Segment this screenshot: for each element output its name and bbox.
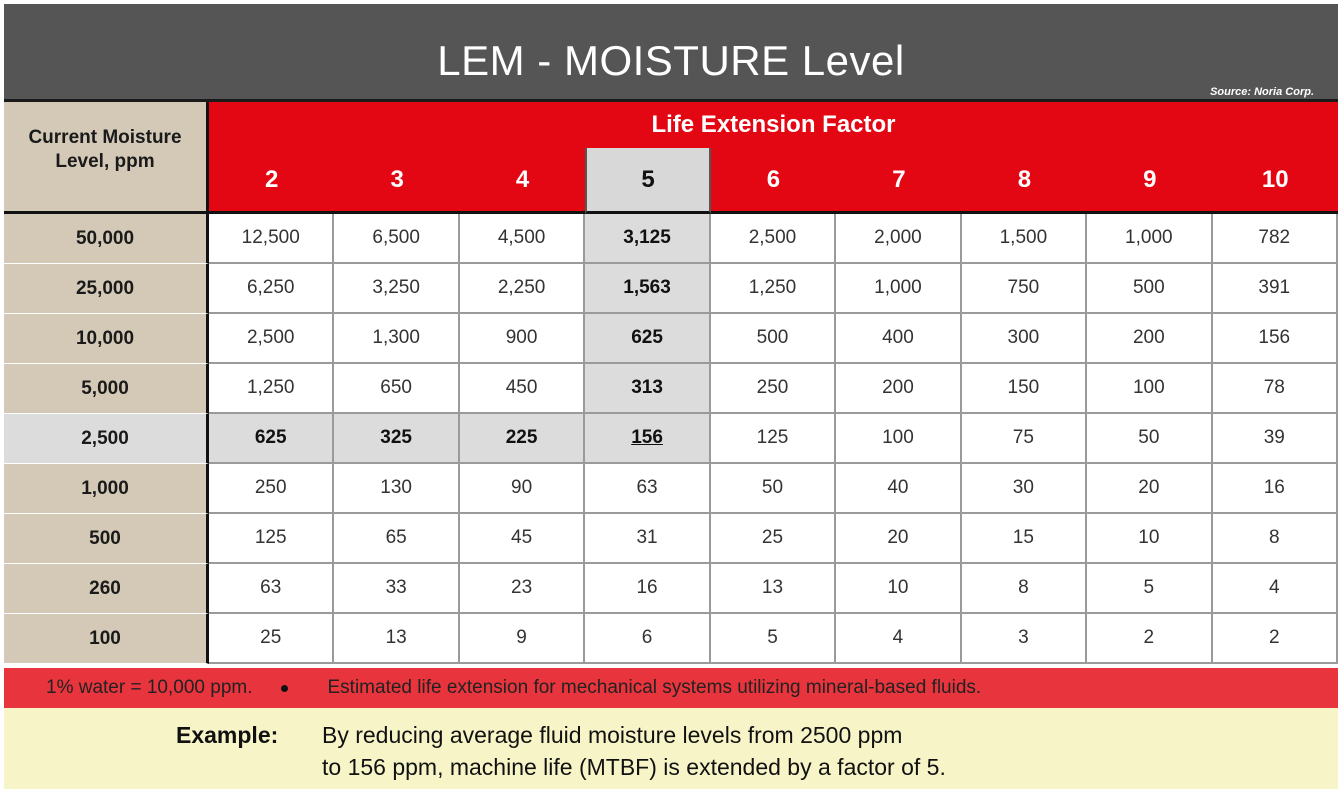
column-header-5: 5 — [585, 148, 710, 214]
table-cell: 6,500 — [334, 214, 459, 264]
table-cell: 63 — [585, 464, 710, 514]
example-line-2: to 156 ppm, machine life (MTBF) is extended by a factor of 5. — [322, 754, 946, 780]
table-cell: 3,125 — [585, 214, 710, 264]
table-cell: 625 — [209, 414, 334, 464]
table-cell: 78 — [1213, 364, 1338, 414]
row-label: 50,000 — [4, 214, 209, 264]
table-cell: 156 — [585, 414, 710, 464]
table-cell: 250 — [209, 464, 334, 514]
note-right: Estimated life extension for mechanical systems utilizing mineral-based fluids. — [327, 677, 982, 698]
row-label: 2,500 — [4, 414, 209, 464]
table-cell: 782 — [1213, 214, 1338, 264]
table-cell: 10 — [836, 564, 961, 614]
table-cell: 15 — [962, 514, 1087, 564]
row-label: 5,000 — [4, 364, 209, 414]
moisture-table — [4, 102, 1338, 668]
table-cell: 400 — [836, 314, 961, 364]
row-header-label: Current Moisture Level, ppm — [28, 126, 182, 172]
table-cell: 2,250 — [460, 264, 585, 314]
table-cell: 5 — [1087, 564, 1212, 614]
example-bar — [4, 708, 1338, 789]
table-cell: 2,500 — [209, 314, 334, 364]
table-cell: 300 — [962, 314, 1087, 364]
table-cell: 8 — [1213, 514, 1338, 564]
table-cell: 2 — [1213, 614, 1338, 664]
table-cell: 625 — [585, 314, 710, 364]
table-cell: 750 — [962, 264, 1087, 314]
column-group-header — [209, 102, 1338, 148]
table-cell: 23 — [460, 564, 585, 614]
table-cell: 13 — [711, 564, 836, 614]
table-cell: 391 — [1213, 264, 1338, 314]
table-cell: 313 — [585, 364, 710, 414]
table-cell: 325 — [334, 414, 459, 464]
table-cell: 1,250 — [209, 364, 334, 414]
table-cell: 1,000 — [836, 264, 961, 314]
table-cell: 200 — [1087, 314, 1212, 364]
table-cell: 12,500 — [209, 214, 334, 264]
table-cell: 4 — [1213, 564, 1338, 614]
example-label: Example: — [176, 722, 279, 748]
table-cell: 16 — [1213, 464, 1338, 514]
table-cell: 500 — [1087, 264, 1212, 314]
table-cell: 1,563 — [585, 264, 710, 314]
table-cell: 225 — [460, 414, 585, 464]
table-cell: 2,500 — [711, 214, 836, 264]
table-cell: 1,000 — [1087, 214, 1212, 264]
table-cell: 150 — [962, 364, 1087, 414]
column-header-4: 4 — [460, 148, 585, 214]
note-left: 1% water = 10,000 ppm. — [46, 677, 253, 698]
row-label: 25,000 — [4, 264, 209, 314]
title-bar — [4, 4, 1338, 102]
column-header-2: 2 — [209, 148, 334, 214]
table-cell: 20 — [836, 514, 961, 564]
table-cell: 200 — [836, 364, 961, 414]
table-cell: 100 — [1087, 364, 1212, 414]
table-cell: 20 — [1087, 464, 1212, 514]
table-cell: 25 — [209, 614, 334, 664]
table-cell: 2,000 — [836, 214, 961, 264]
table-cell: 6,250 — [209, 264, 334, 314]
note-bar — [4, 668, 1338, 708]
table-cell: 6 — [585, 614, 710, 664]
column-header-6: 6 — [711, 148, 836, 214]
table-cell: 130 — [334, 464, 459, 514]
table-cell: 10 — [1087, 514, 1212, 564]
table-cell: 63 — [209, 564, 334, 614]
table-cell: 50 — [711, 464, 836, 514]
row-label: 1,000 — [4, 464, 209, 514]
table-cell: 2 — [1087, 614, 1212, 664]
row-label: 10,000 — [4, 314, 209, 364]
column-group-label: Life Extension Factor — [651, 111, 896, 138]
table-cell: 4,500 — [460, 214, 585, 264]
table-cell: 3,250 — [334, 264, 459, 314]
table-cell: 5 — [711, 614, 836, 664]
row-header-cell — [4, 102, 209, 214]
column-header-8: 8 — [962, 148, 1087, 214]
row-label: 500 — [4, 514, 209, 564]
table-cell: 75 — [962, 414, 1087, 464]
table-cell: 100 — [836, 414, 961, 464]
table-cell: 250 — [711, 364, 836, 414]
source-credit: Source: Noria Corp. — [1210, 86, 1314, 98]
table-cell: 900 — [460, 314, 585, 364]
row-label: 260 — [4, 564, 209, 614]
table-cell: 45 — [460, 514, 585, 564]
column-header-7: 7 — [836, 148, 961, 214]
table-cell: 8 — [962, 564, 1087, 614]
table-cell: 65 — [334, 514, 459, 564]
table-cell: 1,500 — [962, 214, 1087, 264]
column-header-10: 10 — [1213, 148, 1338, 214]
table-cell: 16 — [585, 564, 710, 614]
table-cell: 39 — [1213, 414, 1338, 464]
table-cell: 156 — [1213, 314, 1338, 364]
table-cell: 4 — [836, 614, 961, 664]
table-cell: 40 — [836, 464, 961, 514]
table-cell: 500 — [711, 314, 836, 364]
table-cell: 125 — [209, 514, 334, 564]
table-cell: 33 — [334, 564, 459, 614]
column-header-3: 3 — [334, 148, 459, 214]
table-cell: 125 — [711, 414, 836, 464]
example-line-1: By reducing average fluid moisture levels from 2500 ppm — [322, 722, 903, 748]
table-cell: 30 — [962, 464, 1087, 514]
chart-title: LEM - MOISTURE Level — [437, 37, 905, 84]
bullet-icon — [281, 685, 288, 692]
row-label: 100 — [4, 614, 209, 664]
table-cell: 90 — [460, 464, 585, 514]
column-header-9: 9 — [1087, 148, 1212, 214]
table-cell: 25 — [711, 514, 836, 564]
table-cell: 50 — [1087, 414, 1212, 464]
table-cell: 3 — [962, 614, 1087, 664]
table-cell: 13 — [334, 614, 459, 664]
table-cell: 650 — [334, 364, 459, 414]
table-cell: 1,250 — [711, 264, 836, 314]
table-cell: 9 — [460, 614, 585, 664]
table-cell: 450 — [460, 364, 585, 414]
table-cell: 1,300 — [334, 314, 459, 364]
table-cell: 31 — [585, 514, 710, 564]
